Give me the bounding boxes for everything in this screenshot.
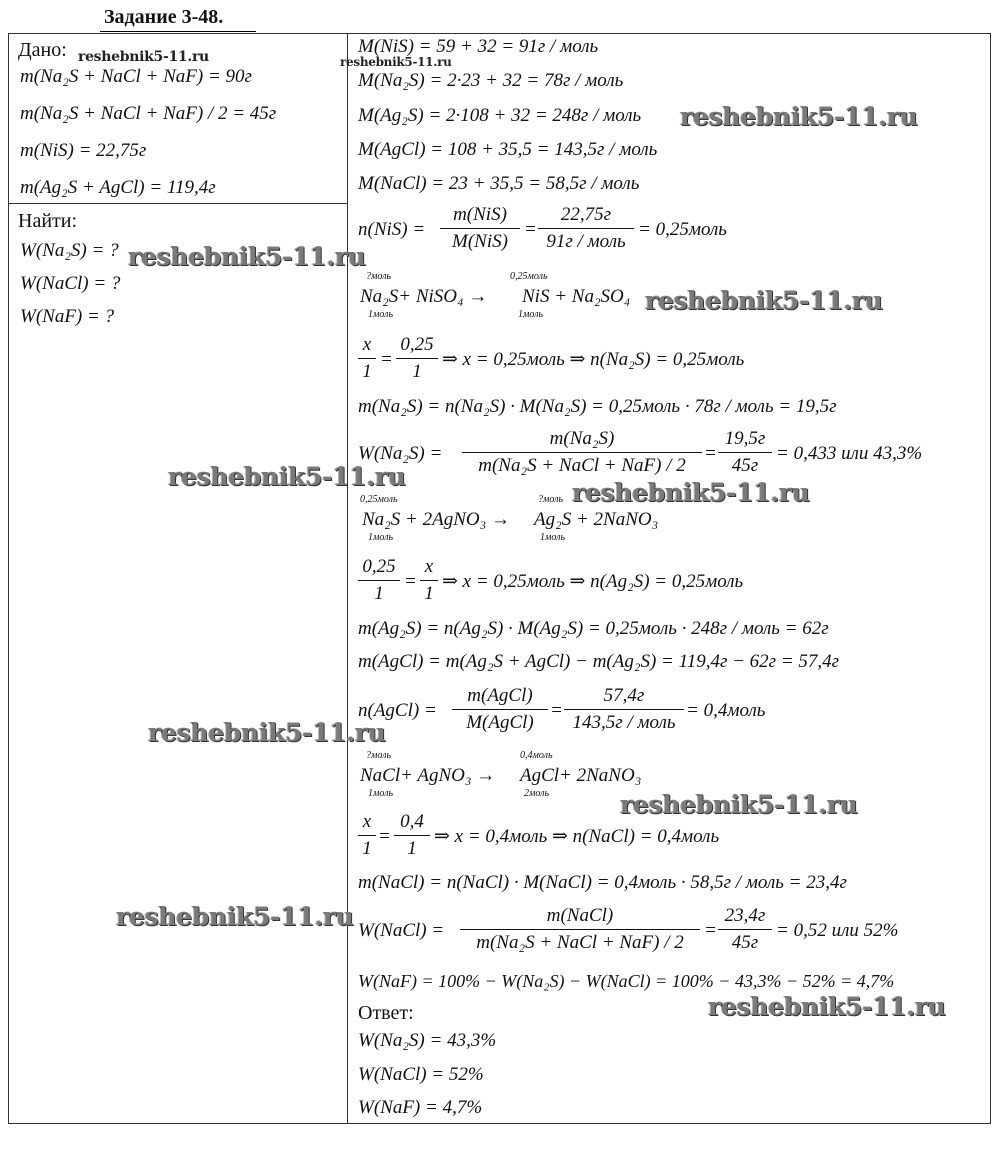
fraction-denominator: M(NiS) xyxy=(452,230,508,252)
m-na2s-line: m(Na₂S) = n(Na₂S) · M(Na₂S) = 0,25моль · 78г / моль = 19,5г xyxy=(358,396,837,417)
given-line: m(NiS) = 22,75г xyxy=(20,140,147,161)
coef-label: 1моль xyxy=(368,788,394,799)
n-nis-result: = 0,25моль xyxy=(638,219,727,240)
fraction-denominator: 91г / моль xyxy=(546,230,626,252)
given-line: m(Na₂S + NaCl + NaF) / 2 = 45г xyxy=(20,103,277,124)
fraction-denominator: 1 xyxy=(374,582,384,604)
watermark: reshebnik5-11.ru xyxy=(148,718,386,747)
fraction-numerator: m(NiS) xyxy=(453,204,507,225)
fraction xyxy=(460,905,700,954)
fraction-numerator: m(NaCl) xyxy=(546,905,614,926)
answer-line: W(NaF) = 4,7% xyxy=(358,1097,483,1118)
fraction xyxy=(452,685,548,734)
fraction xyxy=(538,204,634,253)
fraction-numerator: 22,75г xyxy=(560,204,612,225)
proportion-result: ⇒ x = 0,4моль ⇒ n(NaCl) = 0,4моль xyxy=(434,826,720,847)
coef-label: 0,4моль xyxy=(520,750,553,761)
watermark: reshebnik5-11.ru xyxy=(680,102,918,131)
watermark: reshebnik5-11.ru xyxy=(168,462,406,491)
equals-sign: = xyxy=(404,571,417,592)
reaction-equation: AgCl+ 2NaNO₃ xyxy=(520,765,642,786)
fraction-numerator: 0,4 xyxy=(400,811,424,832)
n-nis-lhs: n(NiS) = xyxy=(358,219,426,240)
watermark: reshebnik5-11.ru xyxy=(340,55,452,69)
answer-label: Ответ: xyxy=(358,1002,414,1024)
coef-label: 1моль xyxy=(368,532,394,543)
find-line: W(Na₂S) = ? xyxy=(20,240,119,261)
fraction-numerator: x xyxy=(362,811,372,832)
equals-sign: = xyxy=(704,443,717,464)
molar-mass-line: M(Ag₂S) = 2·108 + 32 = 248г / моль xyxy=(358,105,642,126)
given-line: m(Ag₂S + AgCl) = 119,4г xyxy=(20,177,216,198)
coef-label: 0,25моль xyxy=(360,494,398,505)
equals-sign: = xyxy=(380,349,393,370)
equals-sign: = xyxy=(378,826,391,847)
m-ag2s-line: m(Ag₂S) = n(Ag₂S) · M(Ag₂S) = 0,25моль · 248г / моль = 62г xyxy=(358,618,829,639)
fraction xyxy=(394,811,430,860)
fraction xyxy=(420,556,438,605)
w-na2s-lhs: W(Na₂S) = xyxy=(358,443,443,464)
proportion-result: ⇒ x = 0,25моль ⇒ n(Na₂S) = 0,25моль xyxy=(442,349,745,370)
n-agcl-lhs: n(AgCl) = xyxy=(358,700,437,721)
answer-line: W(Na₂S) = 43,3% xyxy=(358,1030,497,1051)
equals-sign: = xyxy=(550,700,563,721)
coef-label: 1моль xyxy=(368,309,394,320)
fraction-numerator: 0,25 xyxy=(362,556,396,577)
proportion-result: ⇒ x = 0,25моль ⇒ n(Ag₂S) = 0,25моль xyxy=(442,571,744,592)
fraction xyxy=(462,428,702,477)
m-nacl-line: m(NaCl) = n(NaCl) · M(NaCl) = 0,4моль · 58,5г / моль = 23,4г xyxy=(358,872,847,893)
fraction-numerator: m(AgCl) xyxy=(467,685,533,706)
fraction-numerator: 57,4г xyxy=(603,685,645,706)
fraction xyxy=(358,334,376,383)
reaction-equation: Ag₂S + 2NaNO₃ xyxy=(534,509,659,530)
given-label: Дано: xyxy=(18,39,67,61)
coef-label: ?моль xyxy=(366,750,392,761)
molar-mass-line: M(Na₂S) = 2·23 + 32 = 78г / моль xyxy=(358,70,624,91)
coef-label: 1моль xyxy=(540,532,566,543)
w-naf-line: W(NaF) = 100% − W(Na₂S) − W(NaCl) = 100% − 43,3% − 52% = 4,7% xyxy=(358,971,895,991)
molar-mass-line: M(NiS) = 59 + 32 = 91г / моль xyxy=(358,36,599,57)
fraction-denominator: 45г xyxy=(731,454,759,476)
watermark: reshebnik5-11.ru xyxy=(78,49,209,65)
reaction-equation: Na₂S+ NiSO₄ → xyxy=(360,286,488,307)
equals-sign: = xyxy=(704,920,717,941)
molar-mass-line: M(AgCl) = 108 + 35,5 = 143,5г / моль xyxy=(358,139,658,160)
w-nacl-lhs: W(NaCl) = xyxy=(358,920,445,941)
fraction-numerator: x xyxy=(424,556,434,577)
fraction-numerator: x xyxy=(362,334,372,355)
fraction-numerator: m(Na₂S) xyxy=(549,428,615,449)
fraction xyxy=(564,685,684,734)
find-label: Найти: xyxy=(18,210,78,232)
fraction-denominator: 143,5г / моль xyxy=(572,711,676,733)
w-nacl-result: = 0,52 или 52% xyxy=(776,920,899,941)
fraction xyxy=(358,556,400,605)
watermark: reshebnik5-11.ru xyxy=(116,902,354,931)
fraction-denominator: 1 xyxy=(424,582,434,604)
fraction-denominator: 1 xyxy=(362,837,372,859)
fraction xyxy=(718,428,772,477)
fraction-numerator: 0,25 xyxy=(400,334,434,355)
reaction-equation: NaCl+ AgNO₃ → xyxy=(360,765,496,786)
fraction-numerator: 19,5г xyxy=(724,428,766,449)
n-agcl-result: = 0,4моль xyxy=(686,700,766,721)
fraction xyxy=(718,905,772,954)
fraction-denominator: 1 xyxy=(407,837,417,859)
given-find-divider xyxy=(8,203,348,204)
watermark: reshebnik5-11.ru xyxy=(572,478,810,507)
fraction-denominator: m(Na₂S + NaCl + NaF) / 2 xyxy=(478,454,686,476)
fraction xyxy=(440,204,520,253)
equals-sign: = xyxy=(524,219,537,240)
coef-label: 2моль xyxy=(524,788,550,799)
column-divider xyxy=(347,33,348,1124)
watermark: reshebnik5-11.ru xyxy=(128,242,366,271)
answer-line: W(NaCl) = 52% xyxy=(358,1064,484,1085)
reaction-equation: NiS + Na₂SO₄ xyxy=(522,286,631,307)
reaction-equation: Na₂S + 2AgNO₃ → xyxy=(362,509,510,530)
fraction-denominator: M(AgCl) xyxy=(466,711,534,733)
fraction-numerator: 23,4г xyxy=(724,905,766,926)
fraction-denominator: 1 xyxy=(412,360,422,382)
find-line: W(NaCl) = ? xyxy=(20,273,121,294)
title-underline xyxy=(100,31,256,32)
m-agcl-line: m(AgCl) = m(Ag₂S + AgCl) − m(Ag₂S) = 119,4г − 62г = 57,4г xyxy=(358,651,840,672)
coef-label: ?моль xyxy=(366,271,392,282)
fraction-denominator: 1 xyxy=(362,360,372,382)
w-na2s-result: = 0,433 или 43,3% xyxy=(776,443,923,464)
coef-label: ?моль xyxy=(538,494,564,505)
find-line: W(NaF) = ? xyxy=(20,306,115,327)
watermark: reshebnik5-11.ru xyxy=(645,286,883,315)
watermark: reshebnik5-11.ru xyxy=(708,992,946,1021)
fraction xyxy=(358,811,376,860)
coef-label: 1моль xyxy=(518,309,544,320)
fraction xyxy=(396,334,438,383)
fraction-denominator: 45г xyxy=(731,931,759,953)
task-title: Задание 3-48. xyxy=(104,6,224,28)
given-line: m(Na₂S + NaCl + NaF) = 90г xyxy=(20,66,252,87)
watermark: reshebnik5-11.ru xyxy=(620,790,858,819)
coef-label: 0,25моль xyxy=(510,271,548,282)
fraction-denominator: m(Na₂S + NaCl + NaF) / 2 xyxy=(476,931,684,953)
molar-mass-line: M(NaCl) = 23 + 35,5 = 58,5г / моль xyxy=(358,173,640,194)
